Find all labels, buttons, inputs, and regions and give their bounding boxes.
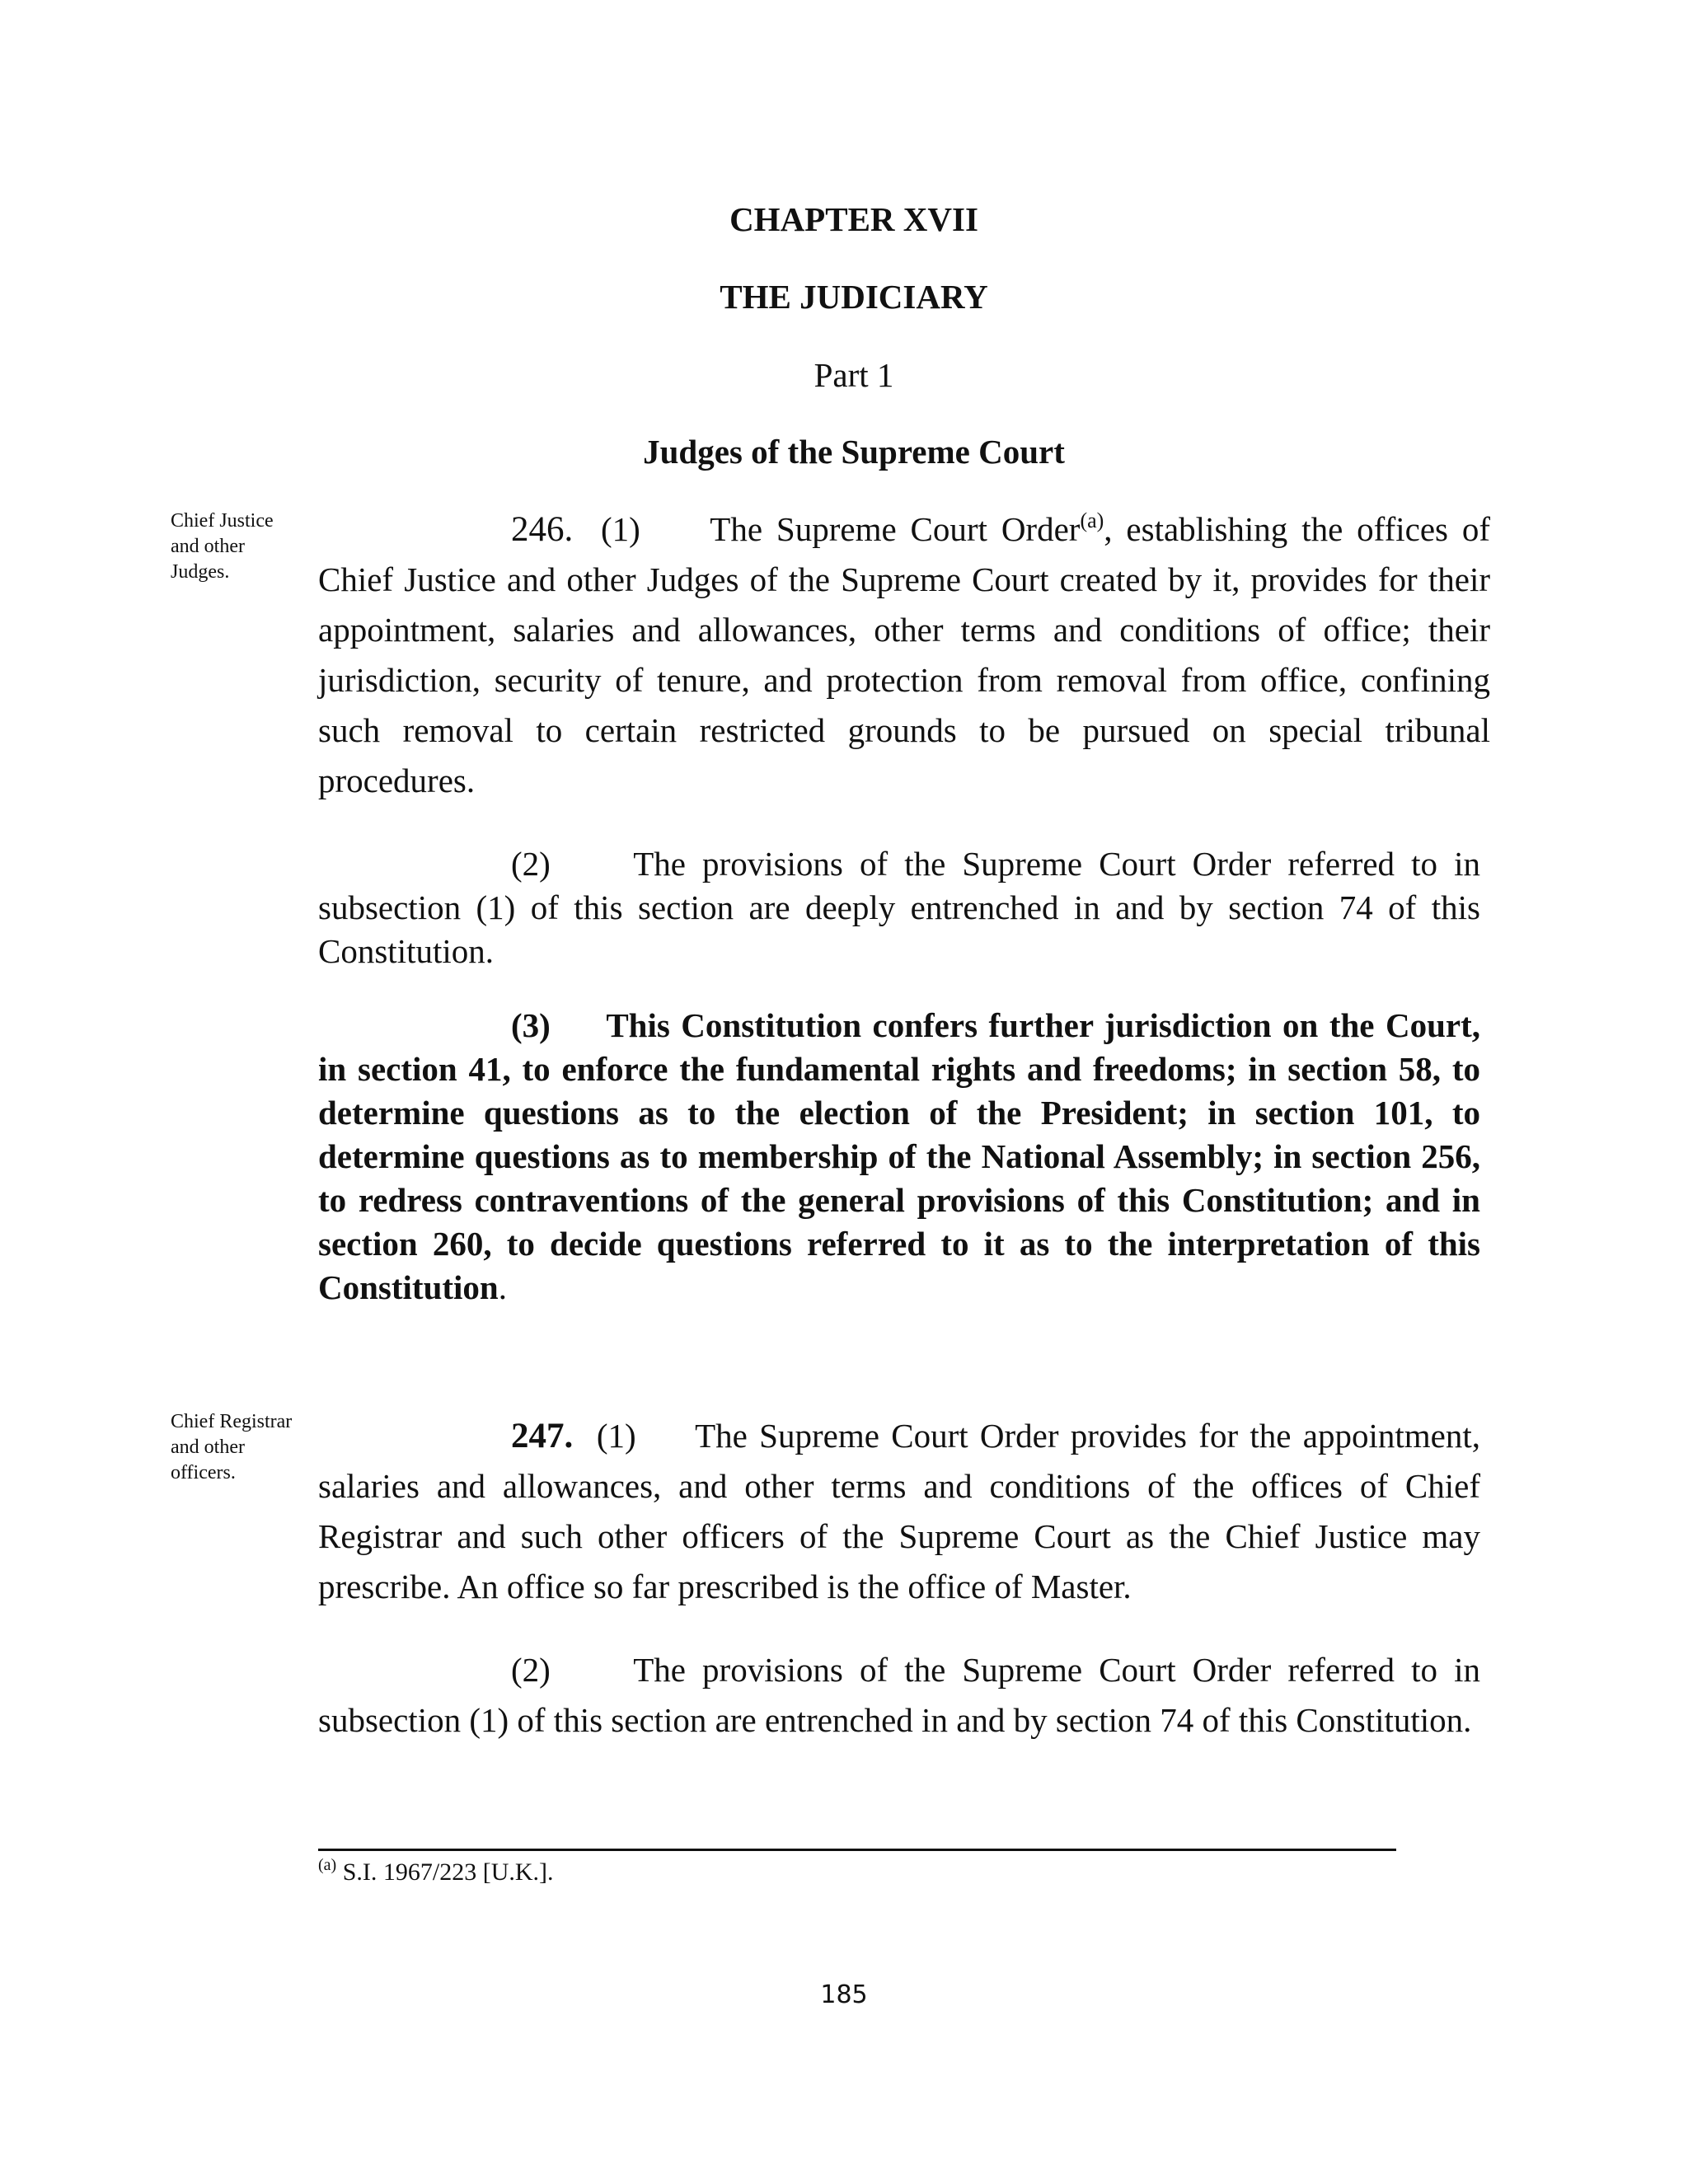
subsection-text: The provisions of the Supreme Court Order referred to in subsection (1) of this section are entrenched in and by section 74 of this Constitution. [318, 1651, 1480, 1739]
section-number: 246. [511, 510, 574, 549]
margin-note-line: officers. [171, 1462, 236, 1483]
margin-note-247 [171, 1409, 311, 1486]
chapter-number: CHAPTER XVII [729, 200, 978, 238]
subsection-text: The provisions of the Supreme Court Order referred to in subsection (1) of this section are deeply entrenched in and by section 74 of this Constitution. [318, 845, 1480, 970]
margin-note-line: Judges. [171, 561, 230, 583]
section-number: 247. [511, 1417, 574, 1455]
subsection-label: (1) [601, 510, 640, 548]
subsection-text: This Constitution confers further jurisdiction on the Court, in section 41, to enforce the fundamental rights and freedoms; in section 58, to determine questions as to the election of the President; in section 101, to determine questions as to membership of the National Assembly; in section 256, to redress contraventions of the general provisions of this Constitution; and in section 260, to decide questions referred to it as to the interpretation of this Constitution [318, 1006, 1480, 1306]
margin-note-246 [171, 509, 311, 585]
chapter-title: THE JUDICIARY [720, 278, 988, 316]
part-number: Part 1 [814, 356, 894, 394]
subsection-label: (1) [596, 1417, 636, 1455]
margin-note-line: Chief Registrar [171, 1411, 293, 1432]
section-247-subsection-1 [318, 1411, 1480, 1612]
footnote-marker: (a) [318, 1856, 337, 1874]
subsection-text: The Supreme Court Order [710, 510, 1081, 548]
part-title: Judges of the Supreme Court [643, 433, 1065, 471]
footnote-text: S.I. 1967/223 [U.K.]. [342, 1858, 554, 1886]
section-246-subsection-3 [318, 1004, 1480, 1310]
margin-note-line: and other [171, 1436, 245, 1458]
section-246-subsection-1 [318, 504, 1490, 806]
subsection-label: (2) [511, 845, 551, 883]
subsection-text: The Supreme Court Order provides for the appointment, salaries and allowances, and other terms and conditions of the offices of Chief Registrar and such other officers of the Supreme Court as the Chief Justice may prescribe. An office so far prescribed is the office of Master. [318, 1417, 1481, 1605]
footnote-reference: (a) [1080, 509, 1104, 532]
subsection-text-continued: , establishing the offices of Chief Justice and other Judges of the Supreme Court created by it, provides for their appointment, salaries and allowances, other terms and conditions of office; their jurisdiction, security of tenure, and protection from removal from office, confining such removal to certain restricted grounds to be pursued on special tribunal procedures. [318, 510, 1491, 799]
section-247-subsection-2 [318, 1645, 1480, 1746]
subsection-label: (3) [511, 1006, 551, 1044]
section-246-subsection-2 [318, 842, 1480, 973]
page-number: 185 [820, 1980, 868, 2009]
subsection-label: (2) [511, 1651, 551, 1689]
footnote [318, 1856, 554, 1889]
margin-note-line: Chief Justice [171, 510, 274, 532]
footnote-separator [318, 1849, 1396, 1851]
subsection-end-mark: . [498, 1268, 507, 1306]
margin-note-line: and other [171, 536, 245, 557]
